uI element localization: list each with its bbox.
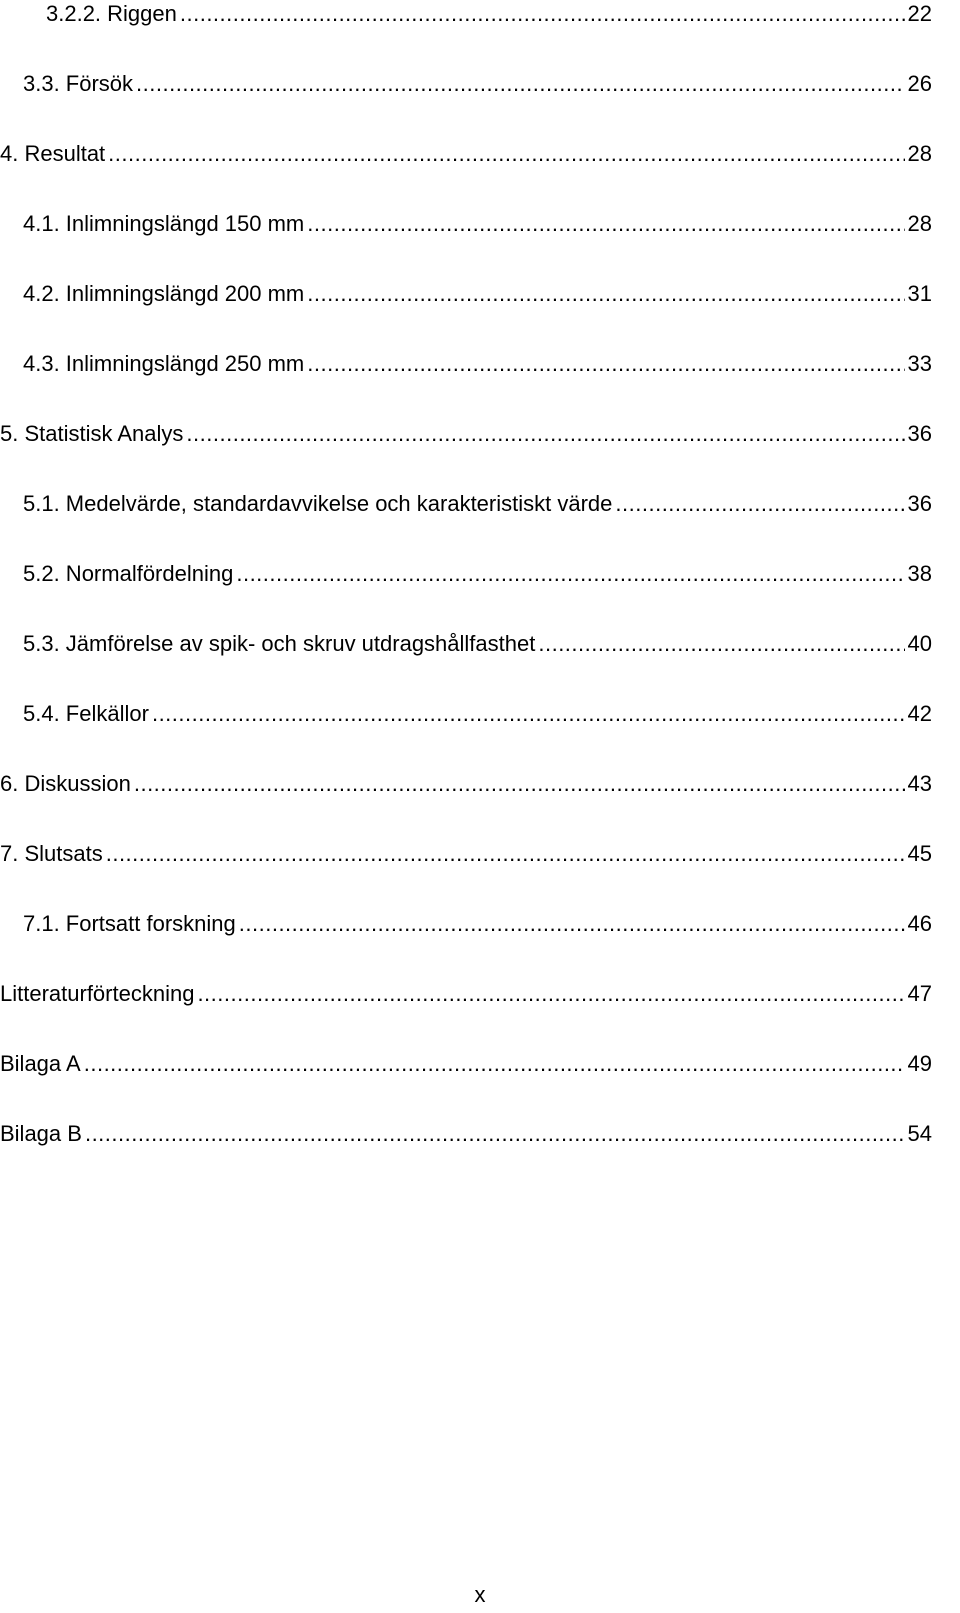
toc-entry-label: 7.1. Fortsatt forskning: [23, 911, 236, 936]
toc-entry-label: 5.1. Medelvärde, standardavvikelse och karakteristiskt värde: [23, 491, 613, 516]
toc-entry[interactable]: [46, 0, 932, 28]
toc-dot-leader: [236, 560, 904, 588]
toc-entry-label: 5.4. Felkällor: [23, 701, 149, 726]
toc-dot-leader: [197, 980, 904, 1008]
toc-entry[interactable]: [23, 350, 932, 378]
toc-entry-page: 49: [907, 1051, 932, 1076]
toc-entry-label: 4.1. Inlimningslängd 150 mm: [23, 211, 305, 236]
toc-dot-leader: [106, 840, 905, 868]
toc-entry[interactable]: [23, 630, 932, 658]
toc-entry-label: 4. Resultat: [0, 141, 106, 166]
toc-entry[interactable]: [0, 770, 932, 798]
toc-entry-label: 5. Statistisk Analys: [0, 421, 184, 446]
toc-entry[interactable]: [23, 70, 932, 98]
toc-entry-page: 22: [907, 1, 932, 26]
toc-entry-label: Bilaga B: [0, 1121, 82, 1146]
toc-entry-label: 7. Slutsats: [0, 841, 103, 866]
toc-entry[interactable]: [0, 1120, 932, 1148]
toc-dot-leader: [180, 0, 905, 28]
toc-entry[interactable]: [0, 140, 932, 168]
toc-dot-leader: [152, 700, 905, 728]
page-number: x: [474, 1582, 486, 1607]
toc-entry[interactable]: [23, 490, 932, 518]
toc-entry[interactable]: [23, 210, 932, 238]
toc-entry[interactable]: [0, 1050, 932, 1078]
toc-entry-label: 4.2. Inlimningslängd 200 mm: [23, 281, 305, 306]
toc-dot-leader: [108, 140, 904, 168]
toc-entry-page: 38: [907, 561, 932, 586]
toc-entry[interactable]: [23, 910, 932, 938]
toc-entry[interactable]: [23, 560, 932, 588]
toc-entry-label: Litteraturförteckning: [0, 981, 195, 1006]
toc-entry-page: 36: [907, 421, 932, 446]
toc-entry[interactable]: [0, 420, 932, 448]
toc-dot-leader: [85, 1120, 905, 1148]
toc-dot-leader: [239, 910, 905, 938]
toc-entry-page: 54: [907, 1121, 932, 1146]
toc-dot-leader: [84, 1050, 905, 1078]
toc-entry-label: 3.3. Försök: [23, 71, 134, 96]
toc-entry-page: 28: [907, 211, 932, 236]
toc-entry-page: 26: [907, 71, 932, 96]
toc-entry-page: 45: [907, 841, 932, 866]
toc-entry-page: 31: [907, 281, 932, 306]
toc-entry-page: 28: [907, 141, 932, 166]
toc-entry-label: 6. Diskussion: [0, 771, 131, 796]
toc-entry-page: 42: [907, 701, 932, 726]
toc-entry-page: 47: [907, 981, 932, 1006]
toc-entry-label: 5.2. Normalfördelning: [23, 561, 234, 586]
toc-entry-label: 5.3. Jämförelse av spik- och skruv utdragshållfasthet: [23, 631, 536, 656]
toc-dot-leader: [307, 210, 904, 238]
toc-entry[interactable]: [23, 280, 932, 308]
toc-entry-page: 33: [907, 351, 932, 376]
toc-dot-leader: [186, 420, 904, 448]
toc-dot-leader: [307, 280, 904, 308]
toc-entry-label: Bilaga A: [0, 1051, 81, 1076]
toc-entry[interactable]: [0, 840, 932, 868]
toc-entry-label: 3.2.2. Riggen: [46, 1, 177, 26]
toc-entry-page: 43: [907, 771, 932, 796]
toc-entry-page: 36: [907, 491, 932, 516]
toc-dot-leader: [136, 70, 904, 98]
toc-entry-label: 4.3. Inlimningslängd 250 mm: [23, 351, 305, 376]
toc-entry[interactable]: [23, 700, 932, 728]
toc-entry-page: 46: [907, 911, 932, 936]
toc-dot-leader: [134, 770, 905, 798]
toc-entry[interactable]: [0, 980, 932, 1008]
toc-dot-leader: [615, 490, 904, 518]
toc-entry-page: 40: [907, 631, 932, 656]
toc-dot-leader: [307, 350, 904, 378]
toc-dot-leader: [538, 630, 904, 658]
